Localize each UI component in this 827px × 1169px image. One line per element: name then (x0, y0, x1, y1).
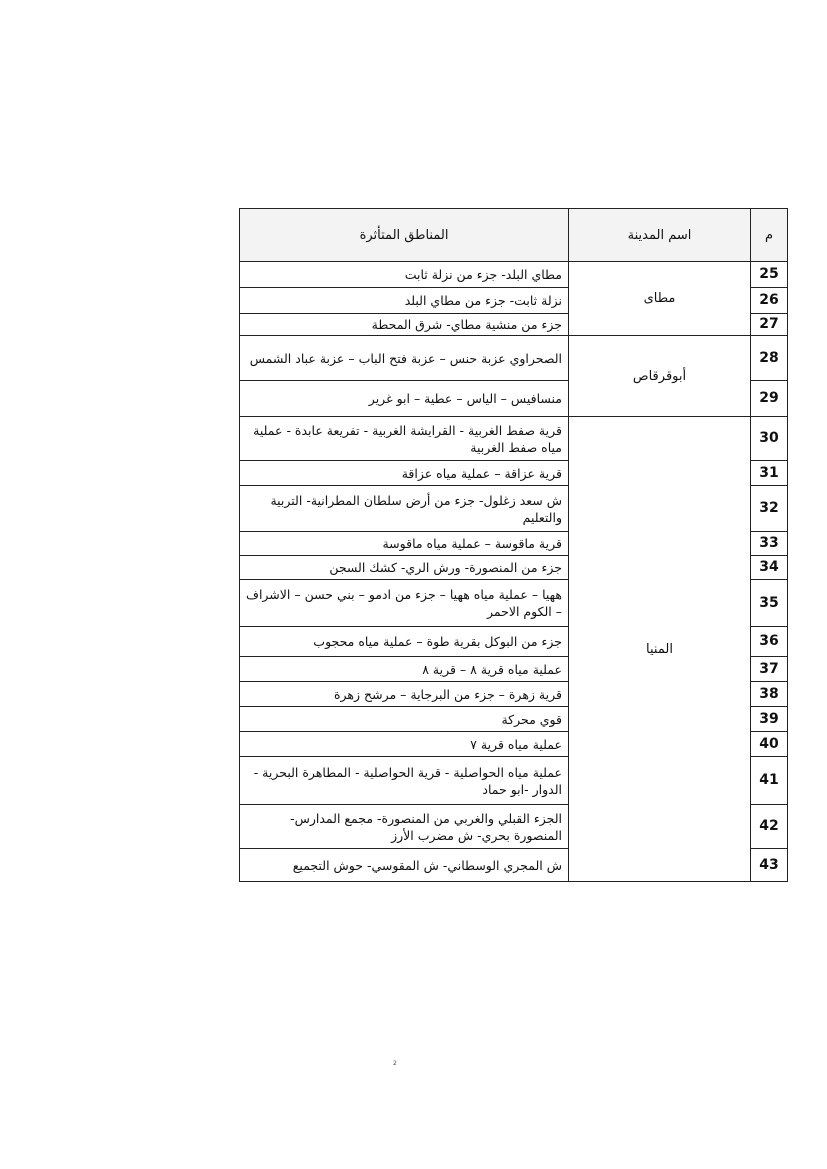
row-number: 35 (751, 580, 788, 627)
row-number: 40 (751, 732, 788, 757)
area-cell: جزء من منشية مطاي- شرق المحطة (240, 314, 569, 336)
row-number: 27 (751, 314, 788, 336)
row-number: 28 (751, 336, 788, 381)
row-number: 32 (751, 486, 788, 532)
table-row (240, 417, 788, 461)
area-cell: نزلة ثابت- جزء من مطاي البلد (240, 288, 569, 314)
area-cell: عملية مياه قرية ٨ – قرية ٨ (240, 657, 569, 682)
row-number: 41 (751, 757, 788, 805)
area-cell: قرية زهرة – جزء من البرجاية – مرشح زهرة (240, 682, 569, 707)
area-cell: جزء من البوكل بقرية طوة – عملية مياه محجوب (240, 627, 569, 657)
table-header-row (240, 209, 788, 262)
area-cell: ش سعد زغلول- جزء من أرض سلطان المطرانية- التربية والتعليم (240, 486, 569, 532)
affected-areas-table-container (239, 208, 788, 882)
area-cell: قرية عزاقة – عملية مياه عزاقة (240, 461, 569, 486)
area-cell: قوي محركة (240, 707, 569, 732)
area-cell: قرية صفط الغربية - القرايشة الغربية - تفريعة عابدة - عملية مياه صفط الغربية (240, 417, 569, 461)
page-number: 2 (393, 1060, 397, 1067)
affected-areas-table (239, 208, 788, 882)
table-row (240, 262, 788, 288)
row-number: 38 (751, 682, 788, 707)
row-number: 36 (751, 627, 788, 657)
table-row (240, 336, 788, 381)
area-cell: عملية مياه قرية ٧ (240, 732, 569, 757)
row-number: 29 (751, 381, 788, 417)
city-cell-matay: مطاى (569, 262, 751, 336)
row-number: 39 (751, 707, 788, 732)
area-cell: منسافيس – الياس – عطية – ابو غرير (240, 381, 569, 417)
row-number: 34 (751, 556, 788, 580)
row-number: 25 (751, 262, 788, 288)
area-cell: ش المجري الوسطاني- ش المقوسي- حوش التجميع (240, 849, 569, 882)
row-number: 37 (751, 657, 788, 682)
row-number: 30 (751, 417, 788, 461)
row-number: 42 (751, 805, 788, 849)
area-cell: قرية ماقوسة – عملية مياه ماقوسة (240, 532, 569, 556)
row-number: 43 (751, 849, 788, 882)
area-cell: الجزء القبلي والغربي من المنصورة- مجمع المدارس- المنصورة بحري- ش مضرب الأرز (240, 805, 569, 849)
header-areas: المناطق المتأثرة (240, 209, 569, 262)
row-number: 31 (751, 461, 788, 486)
city-cell-minya: المنيا (569, 417, 751, 882)
area-cell: الصحراوي عزبة حنس – عزبة فتح الباب – عزبة عباد الشمس (240, 336, 569, 381)
area-cell: ههيا – عملية مياه ههيا – جزء من ادمو – بني حسن – الاشراف – الكوم الاحمر (240, 580, 569, 627)
area-cell: عملية مياه الحواصلية - قرية الحواصلية - المطاهرة البحرية - الدوار -ابو حماد (240, 757, 569, 805)
row-number: 33 (751, 532, 788, 556)
area-cell: مطاي البلد- جزء من نزلة ثابت (240, 262, 569, 288)
city-cell-abuqurqas: أبوقرقاص (569, 336, 751, 417)
row-number: 26 (751, 288, 788, 314)
area-cell: جزء من المنصورة- ورش الري- كشك السجن (240, 556, 569, 580)
header-city: اسم المدينة (569, 209, 751, 262)
header-num: م (751, 209, 788, 262)
